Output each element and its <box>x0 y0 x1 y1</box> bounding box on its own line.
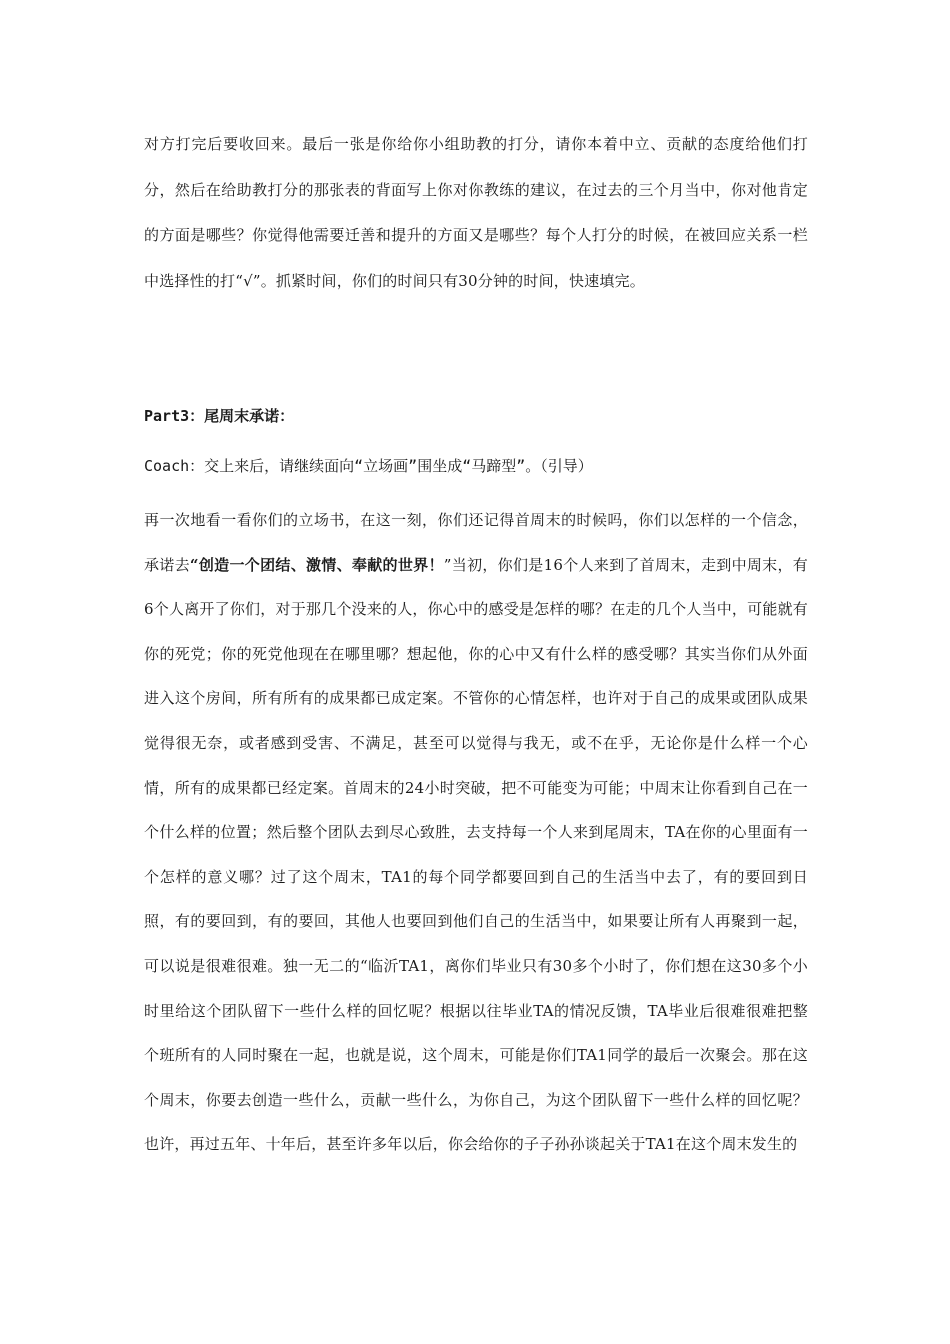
paragraph-scoring-instructions: 对方打完后要收回来。最后一张是你给你小组助教的打分，请你本着中立、贡献的态度给他们打分，然后在给助教打分的那张表的背面写上你对你教练的建议，在过去的三个月当中，你对他肯定的方面是哪些？你觉得他需要迁善和提升的方面又是哪些？每个人打分的时候，在被回应关系一栏中选择性的打“√”。抓紧时间，你们的时间只有30分钟的时间，快速填完。 <box>144 135 808 290</box>
paragraph-text-segment: 再一次地看一看你们的立场书，在这一刻，你们还记得首周末的时候吗，你们以怎样的一个信念，承诺去 <box>144 511 808 574</box>
paragraph-closing-commitment <box>144 498 808 1167</box>
bold-slogan: “创造一个团结、激情、奉献的世界！ <box>189 555 444 574</box>
section-heading-part3: Part3：尾周末承诺： <box>144 407 295 425</box>
paragraph-text-segment: ”当初，你们是16个人来到了首周末，走到中周末，有6个人离开了你们，对于那几个没来的人，你心中的感受是怎样的哪？在走的几个人当中，可能就有你的死党；你的死党他现在在哪里哪？想起他，你的心中又有什么样的感受哪？其实当你们从外面进入这个房间，所有所有的成果都已成定案。不管你的心情怎样，也许对于自己的成果或团队成果觉得很无奈，或者感到受害、不满足，甚至可以觉得与我无，或不在乎，无论你是什么样一个心情，所有的成果都已经定案。首周末的24小时突破，把不可能变为可能；中周末让你看到自己在一个什么样的位置；然后整个团队去到尽心致胜，去支持每一个人来到尾周末，TA在你的心里面有一个怎样的意义哪？过了这个周末，TA1的每个同学都要回到自己的生活当中去了，有的要回到日照，有的要回到，有的要回，其他人也要回到他们自己的生活当中，如果要让所有人再聚到一起，可以说是很难很难。独一无二的“临沂TA1，离你们毕业只有30多个小时了，你们想在这30多个小时里给这个团队留下一些什么样的回忆呢？根据以往毕业TA的情况反馈，TA毕业后很难很难把整个班所有的人同时聚在一起，也就是说，这个周末，可能是你们TA1同学的最后一次聚会。那在这个周末，你要去创造一些什么，贡献一些什么，为你自己，为这个团队留下一些什么样的回忆呢？也许，再过五年、十年后，甚至许多年以后，你会给你的子子孙孙谈起关于TA1在这个周末发生的 <box>144 555 808 1154</box>
coach-instruction-line: Coach：交上来后，请继续面向“立场画”围坐成“马蹄型”。（引导） <box>144 457 593 475</box>
